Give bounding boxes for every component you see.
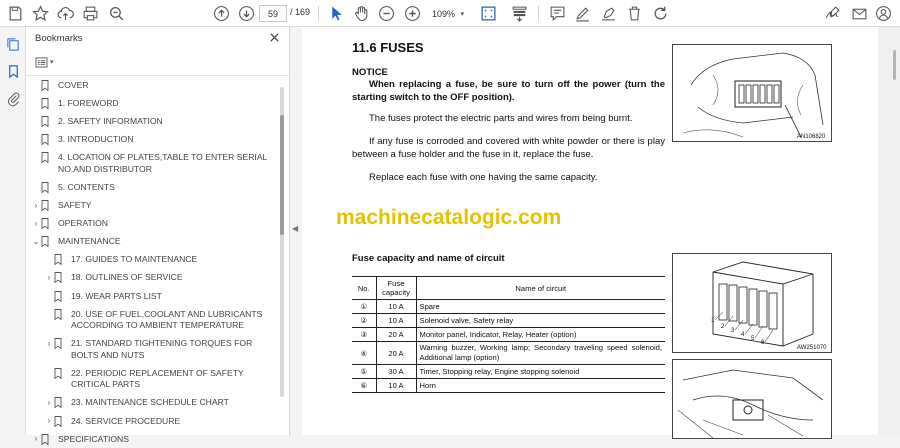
bookmark-scrollbar-thumb[interactable] [280, 115, 284, 235]
bookmark-label: 21. STANDARD TIGHTENING TORQUES FOR BOLTS AND NUTS [71, 338, 253, 360]
spacer [31, 116, 41, 127]
chevron-right-icon[interactable]: › [34, 218, 38, 228]
table-row [352, 365, 665, 379]
table-row [352, 314, 665, 328]
bookmark-label: 24. SERVICE PROCEDURE [71, 415, 181, 426]
bookmark-label: 23. MAINTENANCE SCHEDULE CHART [71, 397, 229, 408]
sign-icon[interactable] [822, 3, 843, 24]
table-row [352, 379, 665, 393]
watermark: machinecatalogic.com [336, 206, 562, 229]
bookmark-item[interactable] [26, 434, 278, 446]
zoom-in-icon[interactable] [402, 3, 423, 24]
mail-icon[interactable] [849, 3, 870, 24]
callout-label: 4 [741, 332, 745, 338]
chevron-right-icon[interactable]: › [47, 273, 51, 283]
chevron-down-icon: ▾ [50, 59, 54, 66]
section-title: 11.6 FUSES [352, 40, 424, 55]
bookmarks-title: Bookmarks [35, 33, 83, 44]
bookmark-label: 18. OUTLINES OF SERVICE [71, 272, 183, 283]
table-header-name: Name of circuit [416, 277, 665, 300]
cell-capacity: 20 A [376, 328, 416, 342]
bookmark-star-icon[interactable] [30, 3, 51, 24]
bookmark-label: SAFETY [58, 200, 92, 211]
top-toolbar [0, 0, 900, 27]
left-navigation-rail [0, 27, 26, 435]
right-scroll-area [878, 27, 900, 435]
fit-page-icon[interactable] [478, 3, 499, 24]
bookmark-flag-icon [54, 291, 63, 302]
table-heading: Fuse capacity and name of circuit [352, 253, 505, 264]
zoom-value: 109% [432, 8, 456, 19]
bookmark-flag-icon [41, 218, 50, 229]
table-header-no: No. [352, 277, 376, 300]
bookmark-flag-icon [41, 200, 50, 211]
cell-no: ③ [352, 328, 376, 342]
page-total: / 169 [290, 7, 311, 17]
bookmark-flag-icon [54, 397, 63, 408]
bookmark-item[interactable] [26, 416, 278, 428]
fuse-table [352, 276, 665, 393]
figure-code: AW251070 [797, 345, 827, 351]
chevron-right-icon[interactable]: › [47, 416, 51, 426]
panel-divider [26, 75, 290, 76]
page-number-input[interactable]: 59 [259, 5, 287, 22]
cell-circuit-name: Monitor panel, Indicator, Relay, Heater (option) [416, 328, 665, 342]
bookmark-flag-icon [54, 309, 63, 320]
figure-code: AN106820 [797, 134, 826, 140]
chevron-down-icon: ▾ [460, 10, 464, 18]
spacer [31, 152, 41, 163]
zoom-select[interactable] [428, 5, 468, 22]
spacer [31, 98, 41, 109]
chevron-right-icon[interactable]: › [34, 200, 38, 210]
zoom-out-icon[interactable] [376, 3, 397, 24]
bookmark-flag-icon [41, 182, 50, 193]
bookmark-list [26, 80, 278, 444]
bookmark-flag-icon [41, 134, 50, 145]
upload-icon[interactable] [55, 3, 76, 24]
toolbar-separator [538, 6, 539, 21]
cell-no: ① [352, 300, 376, 314]
save-icon[interactable] [5, 3, 26, 24]
previous-page-icon[interactable] [211, 3, 232, 24]
paragraph: Replace each fuse with one having the same capacity. [369, 172, 598, 183]
bookmark-item[interactable] [26, 272, 278, 284]
zoom-out-search-icon[interactable] [106, 3, 127, 24]
callout-label: 2 [721, 324, 725, 330]
spacer [31, 182, 41, 193]
cell-capacity: 10 A [376, 314, 416, 328]
scroll-mode-icon[interactable] [509, 3, 530, 24]
bookmark-label: 5. CONTENTS [58, 181, 115, 192]
bookmark-item[interactable] [26, 80, 278, 92]
bookmark-icon[interactable] [4, 62, 22, 80]
cell-circuit-name: Warning buzzer, Working lamp; Secondary traveling speed solenoid, Additional lamp (option) [416, 342, 665, 365]
bookmark-label: 22. PERIODIC REPLACEMENT OF SAFETY CRITICAL PARTS [71, 367, 244, 390]
bookmark-flag-icon [54, 338, 63, 349]
bookmark-item[interactable] [26, 397, 278, 409]
copy-pages-icon[interactable] [4, 35, 22, 53]
toolbar-separator [318, 6, 319, 21]
bookmark-flag-icon [54, 368, 63, 379]
bookmark-flag-icon [54, 416, 63, 427]
rotate-icon[interactable] [650, 3, 671, 24]
cell-no: ⑥ [352, 379, 376, 393]
bookmark-label: 1. FOREWORD [58, 98, 119, 109]
spacer [44, 254, 54, 265]
cell-circuit-name: Timer, Stopping relay, Engine stopping solenoid [416, 365, 665, 379]
bookmark-item[interactable] [26, 236, 278, 248]
cell-circuit-name: Spare [416, 300, 665, 314]
chevron-right-icon[interactable]: › [34, 434, 38, 444]
bookmark-item[interactable] [26, 182, 278, 194]
next-page-icon[interactable] [236, 3, 257, 24]
callout-label: 1 [711, 318, 715, 324]
bookmark-label: MAINTENANCE [58, 236, 121, 247]
bookmark-item[interactable] [26, 368, 278, 391]
machine-photo-figure [672, 359, 832, 439]
table-row [352, 300, 665, 314]
bookmark-flag-icon [41, 434, 50, 445]
pen-icon[interactable] [572, 3, 593, 24]
fuse-block-figure [672, 253, 832, 353]
bookmark-label: SPECIFICATIONS [58, 433, 129, 444]
callout-label: 6 [761, 340, 765, 346]
cell-no: ④ [352, 342, 376, 365]
select-cursor-icon[interactable] [326, 3, 347, 24]
cell-circuit-name: Solenoid valve, Safety relay [416, 314, 665, 328]
bookmark-flag-icon [54, 272, 63, 283]
bookmark-flag-icon [41, 116, 50, 127]
spacer [31, 80, 41, 91]
bookmark-item[interactable] [26, 200, 278, 212]
bookmark-item[interactable] [26, 116, 278, 128]
document-page [302, 27, 878, 435]
bookmark-flag-icon [41, 80, 50, 91]
bookmarks-panel [26, 27, 290, 444]
notice-body: When replacing a fuse, be sure to turn off the power (turn the starting switch to the OFF position). [352, 79, 665, 103]
bookmark-label: 2. SAFETY INFORMATION [58, 116, 163, 127]
bookmark-label: 3. INTRODUCTION [58, 134, 134, 145]
fuse-box-location-figure [672, 44, 832, 142]
bookmark-item[interactable] [26, 309, 278, 332]
bookmark-item[interactable] [26, 338, 278, 361]
callout-label: 5 [751, 336, 755, 342]
chevron-right-icon[interactable]: › [47, 398, 51, 408]
cell-circuit-name: Horn [416, 379, 665, 393]
cell-no: ⑤ [352, 365, 376, 379]
bookmark-label: 4. LOCATION OF PLATES,TABLE TO ENTER SERIAL NO.AND DISTRIBUTOR [58, 152, 268, 174]
bookmark-item[interactable] [26, 218, 278, 230]
paragraph: The fuses protect the electric parts and wires from being burnt. [369, 113, 633, 124]
bookmark-flag-icon [54, 254, 63, 265]
cell-capacity: 10 A [376, 379, 416, 393]
bookmark-label: 19. WEAR PARTS LIST [71, 290, 162, 301]
spacer [44, 368, 54, 379]
bookmark-label: 20. USE OF FUEL,COOLANT AND LUBRICANTS ACCORDING TO AMBIENT TEMPERATURE [71, 308, 263, 331]
table-row [352, 342, 665, 365]
bookmark-flag-icon [41, 152, 50, 163]
bookmark-item[interactable] [26, 98, 278, 110]
highlight-icon[interactable] [598, 3, 619, 24]
bookmark-label: COVER [58, 80, 89, 90]
spacer [31, 134, 41, 145]
list-options-icon [35, 57, 48, 68]
cell-capacity: 10 A [376, 300, 416, 314]
notice-label: NOTICE [352, 67, 388, 78]
cell-no: ② [352, 314, 376, 328]
close-icon[interactable] [267, 30, 281, 44]
table-row [352, 328, 665, 342]
bookmark-flag-icon [41, 236, 50, 247]
bookmark-label: OPERATION [58, 218, 108, 229]
page-scrollbar-thumb[interactable] [893, 50, 896, 80]
bookmark-label: 17. GUIDES TO MAINTENANCE [71, 254, 198, 265]
chevron-right-icon[interactable]: › [47, 338, 51, 348]
spacer [44, 309, 54, 320]
bookmark-options-button[interactable] [35, 55, 57, 69]
hand-icon[interactable] [351, 3, 372, 24]
bookmark-flag-icon [41, 98, 50, 109]
print-icon[interactable] [80, 3, 101, 24]
paragraph: If any fuse is corroded and covered with white powder or there is play between a fuse holder and the fuse in it, replace the fuse. [352, 136, 665, 160]
attachment-icon[interactable] [4, 89, 22, 107]
delete-icon[interactable] [624, 3, 645, 24]
bookmark-item[interactable] [26, 291, 278, 303]
spacer [44, 291, 54, 302]
cell-capacity: 20 A [376, 342, 416, 365]
comment-icon[interactable] [547, 3, 568, 24]
chevron-down-icon[interactable]: ⌄ [32, 237, 40, 246]
account-icon[interactable] [873, 3, 894, 24]
bookmark-item[interactable] [26, 254, 278, 266]
callout-label: 3 [731, 328, 735, 334]
bookmark-item[interactable] [26, 152, 278, 175]
collapse-left-panel-icon[interactable]: ◀ [292, 224, 299, 233]
table-header-capacity: Fuse capacity [376, 277, 416, 300]
cell-capacity: 30 A [376, 365, 416, 379]
bookmark-item[interactable] [26, 134, 278, 146]
